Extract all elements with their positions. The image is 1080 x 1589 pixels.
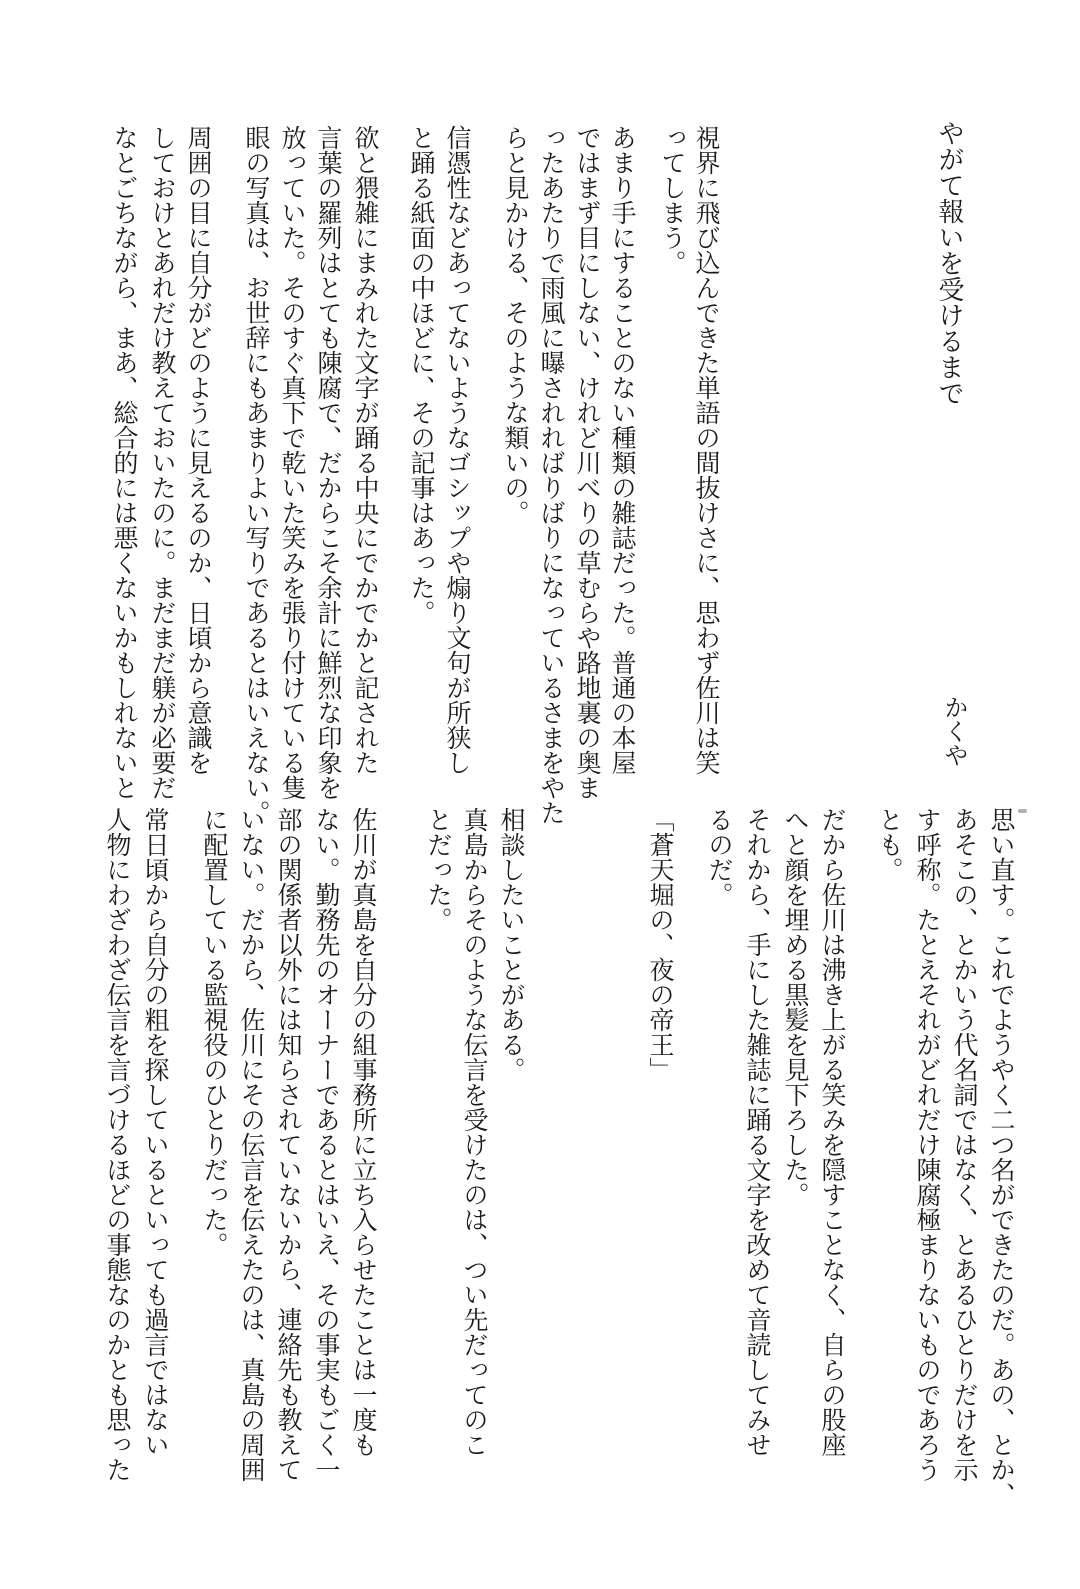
story-title: やがて報いを受けるまで — [934, 120, 964, 406]
text-column: 放っていた。そのすぐ真下で乾いた笑みを張り付けている隻 — [278, 125, 307, 800]
text-column: それから、手にした雑誌に踊る文字を改めて音読してみせ — [743, 807, 772, 1457]
text-column: 眼の写真は、お世辞にもあまりよい写りであるとはいえない。 — [242, 125, 271, 825]
text-column: るのだ。 — [705, 807, 734, 907]
text-column: 「蒼天堀の、夜の帝王」 — [646, 807, 675, 1082]
text-column: らと見かける、そのような類いの。 — [501, 125, 530, 525]
text-column: と踊る紙面の中ほどに、その記事はあった。 — [407, 125, 436, 625]
text-column: す呼称。たとえそれがどれだけ陳腐極まりないものであろう — [913, 807, 942, 1482]
text-column: 常日頃から自分の粗を探しているといっても過言ではない — [141, 807, 170, 1457]
text-column: 佐川が真島を自分の組事務所に立ち入らせたことは一度も — [349, 807, 378, 1457]
text-column: 真島からそのような伝言を受けたのは、つい先だってのこ — [460, 807, 489, 1457]
text-column: しておけとあれだけ教えておいたのに。まだまだ躾が必要だ — [148, 125, 177, 800]
text-column: あまり手にすることのない種類の雑誌だった。普通の本屋 — [608, 125, 637, 775]
text-column: 信憑性などあってないようなゴシップや煽り文句が所狭し — [443, 125, 472, 775]
text-column: とだった。 — [424, 807, 453, 932]
text-column: とも。 — [875, 807, 904, 882]
text-column: へと顔を埋める黒髪を見下ろした。 — [781, 807, 810, 1207]
text-column: 部の関係者以外には知らされていないから、連絡先も教えて — [274, 807, 303, 1482]
author-name: かくや — [940, 695, 968, 767]
text-column: 言葉の羅列はとても陳腐で、だからこそ余計に鮮烈な印象を — [314, 125, 343, 800]
text-column: だから佐川は沸き上がる笑みを隠すことなく、自らの股座 — [818, 807, 847, 1457]
text-column: いない。だから、佐川にその伝言を伝えたのは、真島の周囲 — [237, 807, 266, 1482]
scan-mark — [1018, 809, 1027, 813]
text-column: 欲と猥雑にまみれた文字が踊る中央にでかでかと記された — [351, 125, 380, 775]
text-column: 周囲の目に自分がどのように見えるのか、日頃から意識を — [184, 125, 213, 775]
text-column: あそこの、とかいう代名詞ではなく、とあるひとりだけを示 — [950, 807, 979, 1482]
text-column: に配置している監視役のひとりだった。 — [200, 807, 229, 1257]
text-column: なとごちながら、まあ、総合的には悪くないかもしれないと — [110, 125, 139, 800]
text-column: ではまず目にしない、けれど川べりの草むらや路地裏の奥ま — [573, 125, 602, 800]
text-column: ない。勤務先のオーナーであるとはいえ、その事実もごく一 — [312, 807, 341, 1482]
text-column: ったあたりで雨風に曝されればりばりになっているさまをやた — [537, 125, 566, 825]
text-column: 視界に飛び込んできた単語の間抜けさに、思わず佐川は笑 — [692, 125, 721, 775]
text-column: 人物にわざわざ伝言を言づけるほどの事態なのかとも思った — [103, 807, 132, 1482]
text-column: ってしまう。 — [658, 125, 687, 275]
text-column: 思い直す。これでようやく二つ名ができたのだ。あの、とか、 — [987, 807, 1016, 1507]
text-column: 相談したいことがある。 — [497, 807, 526, 1082]
